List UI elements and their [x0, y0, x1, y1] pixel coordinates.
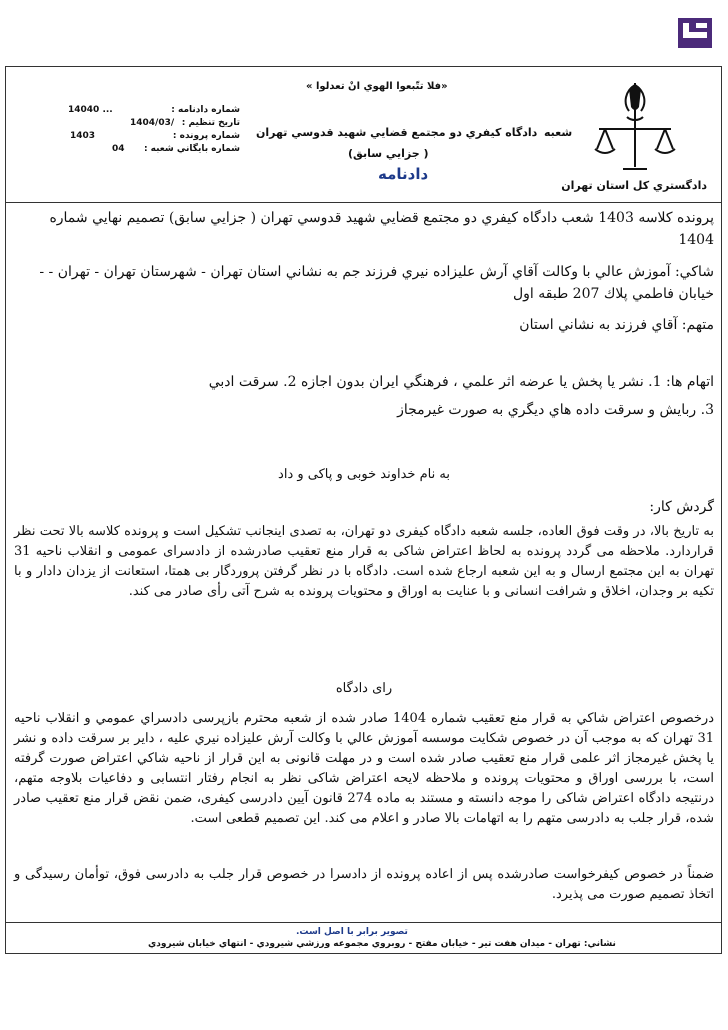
meta-value: 14040 ... — [68, 105, 113, 115]
brand-logo-icon — [678, 18, 712, 48]
court-former-name: ( جزايي سابق) — [348, 147, 429, 160]
document-frame — [5, 66, 722, 954]
branch-label: شعبه — [544, 126, 573, 139]
meta-label: شماره دادنامه : — [171, 105, 240, 115]
quran-verse: «فلا تتّبعوا الهوي انْ تعدلوا » — [306, 81, 448, 92]
meta-label: شماره بايگاني شعبه : — [143, 144, 240, 154]
document-footer — [6, 922, 721, 953]
charges-line-1: اتهام ها: 1. نشر يا پخش يا عرضه اثر علمي ، فرهنگي ايران بدون اجازه 2. سرقت ادبي — [208, 374, 714, 390]
charges-line-2: 3. ربايش و سرقت داده هاي ديگري به صورت غيرمجاز — [397, 402, 714, 418]
justice-scales-emblem-icon — [585, 77, 685, 177]
meta-value: 04 — [112, 144, 125, 154]
meta-label: تاريخ تنظيم : — [181, 118, 240, 128]
bismillah: به نام خداوند خوبی و پاکی و داد — [278, 467, 450, 482]
meta-label: شماره پرونده : — [172, 131, 240, 141]
proceedings-heading: گردش كار: — [649, 499, 714, 515]
meta-row-date — [20, 118, 240, 131]
complainant-info: شاكي: آموزش عالي با وكالت آقاي آرش عليزاده نيري فرزند جم به نشاني استان تهران - شهرستان تهران - تهران - - خيابان فاطمي پلاك 207 طبقه اول — [39, 264, 714, 302]
meta-row-verdict-number — [20, 105, 240, 118]
court-name: دادگاه كيفري دو مجتمع قضايي شهيد قدوسي تهران — [256, 126, 538, 139]
judiciary-title: دادگستري كل استان تهران — [561, 179, 707, 192]
meta-row-file-number — [20, 131, 240, 144]
accused-info: متهم: آقاي فرزند به نشاني استان — [519, 317, 714, 333]
verdict-addendum: ضمناً در خصوص كيفرخواست صادرشده پس از اعاده پرونده از دادسرا در خصوص قرار جلب به دادرسی فوق، توأمان رسيدگی و اتخاذ تصميم صورت می پذيرد. — [14, 867, 714, 902]
meta-row-archive-number — [20, 144, 240, 157]
meta-value: 1403 — [70, 131, 96, 141]
document-title: دادنامه — [378, 165, 429, 183]
verdict-text: درخصوص اعتراض شاكي به قرار منع تعقيب شماره 1404 صادر شده از شعبه محترم بازپرسی دادسراي عمومي و انقلاب ناحيه 31 تهران كه به موجب آن در خصوص شكايت موسسه آموزش عالي با وكالت آرش عليزاده نيري عليه ، داير بر سرقت داده و نشر يا پخش غيرمجاز اثر علمی قرار منع تعقيب صادر شده است و در مهلت قانونی به اين قرار از ناحيه شاكي اعتراض صورت گرفته است، با بررسی اوراق و محتويات پرونده و ملاحظه لايحه اعتراض شاكی نظر به انجام رفتار انتسابی و دفاعيات بلاوجه متهم، درنتيجه دادگاه اعتراض شاكی را موجه دانسته و مستند به ماده 274 قانون آيين دادرسی كيفری، ضمن نقض قرار منع تعقيب صادر شده، قرار جلب به دادرسی متهم را به اتهامات بالا صادر و اعلام می كند. اين تصميم قطعی است. — [14, 711, 715, 826]
court-address: نشاني: تهران - ميدان هفت تير - خيابان مفتح - روبروي مجموعه ورزشي شيرودي - انتهاي خيابان شيرودي — [148, 939, 616, 949]
verdict-heading: رای دادگاه — [335, 681, 393, 696]
case-file-class: پرونده كلاسه 1403 شعب دادگاه كيفري دو مجتمع قضايي شهيد قدوسي تهران ( جزايي سابق) تصميم نهايي شماره 1404 — [49, 210, 714, 248]
document-header — [6, 67, 721, 203]
proceedings-text: به تاريخ بالا، در وقت فوق العاده، جلسه شعبه دادگاه كيفری دو تهران، به تصدی اينجانب تشكيل است و پرونده كلاسه بالا تحت نظر قراردارد. ملاحظه می گردد پرونده به لحاظ اعتراض شاكی به قرار منع تعقيب صادرشده از دادسرای عمومی و انقلاب ناحيه 31 تهران به اين مجتمع ارسال و به اين شعبه ارجاع شده است. دادگاه با در نظر گرفتن پروردگار بی همتا، استعانت از يزدان دادار و با تكيه بر وجدان، اخلاق و شرافت انسانی و با عنايت به اوراق و محتويات پرونده به شرح آتی رأی صادر می كند. — [14, 524, 714, 599]
certified-copy-note: تصوير برابر با اصل است. — [296, 927, 408, 937]
meta-value: 1404/03/ — [130, 118, 175, 128]
